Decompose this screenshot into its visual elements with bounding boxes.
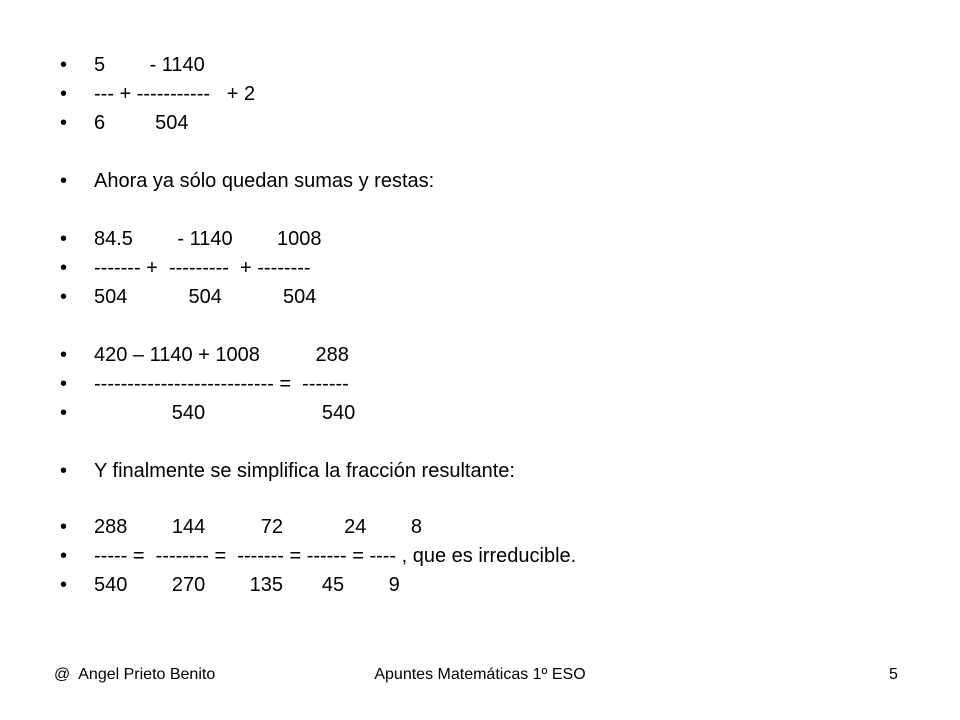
bullet-line (60, 50, 205, 80)
bullet-line (60, 108, 189, 138)
bullet-icon: • (60, 344, 68, 366)
line-text: ----- = -------- = ------- = ------ = ---- , que es irreducible. (94, 545, 577, 567)
footer-author: @ Angel Prieto Benito (54, 666, 216, 683)
bullet-icon: • (60, 373, 68, 395)
line-text: Ahora ya sólo quedan sumas y restas: (94, 170, 435, 192)
bullet-line (60, 456, 515, 486)
bullet-icon: • (60, 112, 68, 134)
bullet-icon: • (60, 83, 68, 105)
line-text: 5 - 1140 (94, 54, 205, 76)
bullet-line (60, 512, 422, 542)
line-text: --------------------------- = ------- (94, 373, 349, 395)
footer-course: Apuntes Matemáticas 1º ESO (374, 666, 586, 683)
bullet-icon: • (60, 228, 68, 250)
bullet-icon: • (60, 545, 68, 567)
bullet-icon: • (60, 516, 68, 538)
bullet-line (60, 253, 311, 283)
bullet-line (60, 541, 577, 571)
bullet-line (60, 79, 256, 109)
line-text: 540 540 (94, 402, 356, 424)
bullet-icon: • (60, 402, 68, 424)
bullet-line (60, 282, 317, 312)
page-number: 5 (889, 666, 898, 683)
bullet-line (60, 570, 400, 600)
line-text: 288 144 72 24 8 (94, 516, 422, 538)
line-text: 504 504 504 (94, 286, 317, 308)
bullet-icon: • (60, 574, 68, 596)
line-text: ------- + --------- + -------- (94, 257, 311, 279)
bullet-icon: • (60, 257, 68, 279)
line-text: 540 270 135 45 9 (94, 574, 400, 596)
line-text: Y finalmente se simplifica la fracción resultante: (94, 460, 515, 482)
line-text: 84.5 - 1140 1008 (94, 228, 322, 250)
line-text: 6 504 (94, 112, 189, 134)
bullet-icon: • (60, 54, 68, 76)
bullet-line (60, 166, 435, 196)
bullet-line (60, 369, 349, 399)
bullet-icon: • (60, 286, 68, 308)
bullet-line (60, 224, 322, 254)
bullet-icon: • (60, 460, 68, 482)
bullet-icon: • (60, 170, 68, 192)
bullet-line (60, 340, 349, 370)
line-text: --- + ----------- + 2 (94, 83, 256, 105)
bullet-line (60, 398, 356, 428)
line-text: 420 – 1140 + 1008 288 (94, 344, 349, 366)
slide-body (60, 0, 940, 640)
